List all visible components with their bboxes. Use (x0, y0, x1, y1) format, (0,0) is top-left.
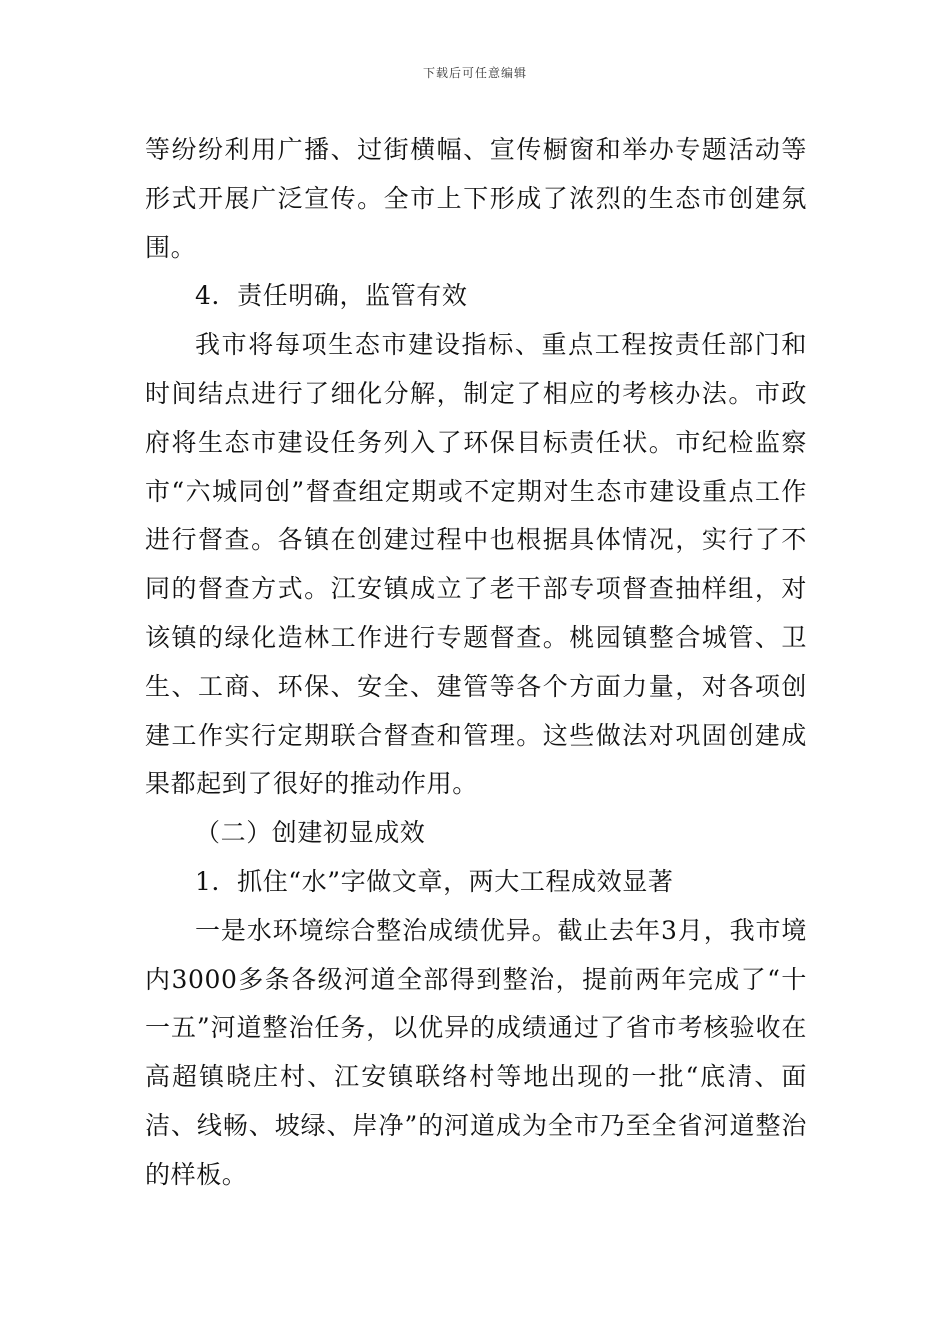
document-body (145, 126, 807, 1200)
paragraph-4-heading: （二）创建初显成效 (195, 818, 426, 848)
paragraph-5-heading: 1．抓住“水”字做文章，两大工程成效显著 (195, 866, 674, 896)
paragraph-2-heading: 4．责任明确，监管有效 (195, 281, 468, 311)
page-header: 下载后可任意编辑 (422, 66, 527, 80)
paragraph-6: 一是水环境综合整治成绩优异。截止去年3月，我市境内3000多条各级河道全部得到整治，提前两年完成了“十一五”河道整治任务，以优异的成绩通过了省市考核验收在高超镇晓庄村、江安镇联络村等地出现的一批“底清、面洁、线畅、坡绿、岸净”的河道成为全市乃至全省河道整治的样板。 (145, 915, 807, 1189)
paragraph-3: 我市将每项生态市建设指标、重点工程按责任部门和时间结点进行了细化分解，制定了相应的考核办法。市政府将生态市建设任务列入了环保目标责任状。市纪检监察市“六城同创”督查组定期或不定期对生态市建设重点工作进行督查。各镇在创建过程中也根据具体情况，实行了不同的督查方式。江安镇成立了老干部专项督查抽样组，对该镇的绿化造林工作进行专题督查。桃园镇整合城管、卫生、工商、环保、安全、建管等各个方面力量，对各项创建工作实行定期联合督查和管理。这些做法对巩固创建成果都起到了很好的推动作用。 (145, 330, 807, 799)
paragraph-1: 等纷纷利用广播、过街横幅、宣传橱窗和举办专题活动等形式开展广泛宣传。全市上下形成了浓烈的生态市创建氛围。 (145, 135, 807, 262)
